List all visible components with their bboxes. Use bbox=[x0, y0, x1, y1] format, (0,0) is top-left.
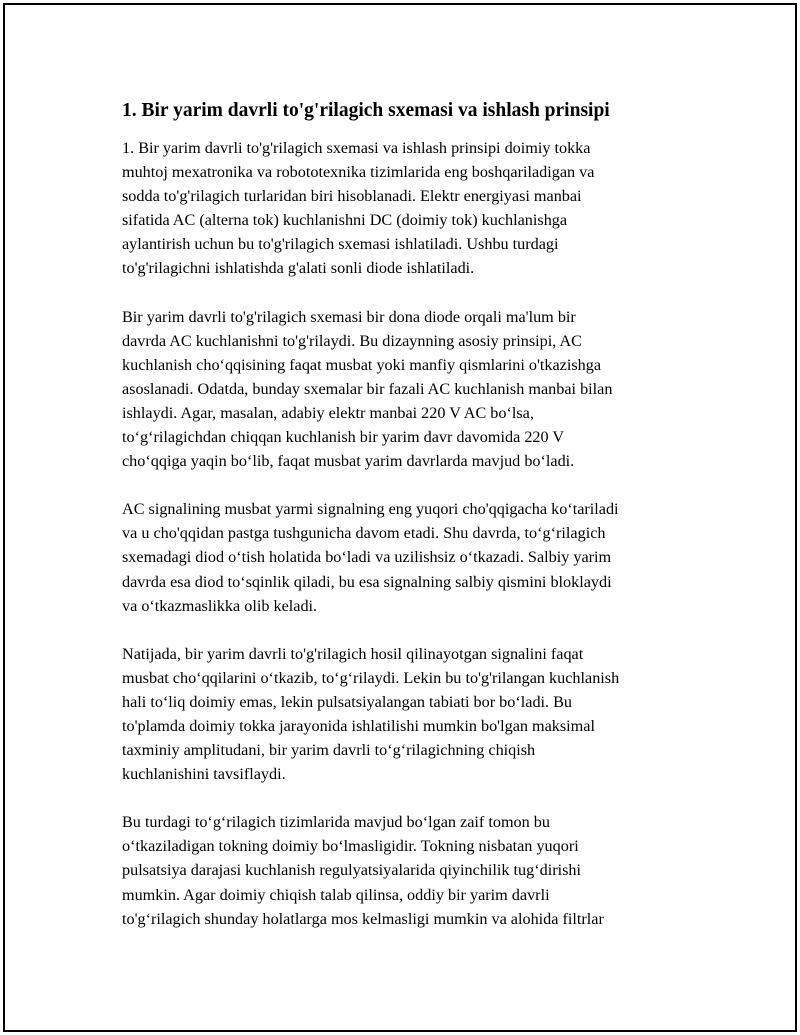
paragraph-line: Bu turdagi to‘g‘rilagich tizimlarida mavjud bo‘lgan zaif tomon bu bbox=[122, 813, 550, 832]
document-body bbox=[122, 136, 692, 931]
paragraph-line: mumkin. Agar doimiy chiqish talab qilinsa, oddiy bir yarim davrli bbox=[122, 885, 550, 904]
page-frame bbox=[3, 3, 797, 1032]
paragraph-line: va o‘tkazmaslikka olib keladi. bbox=[122, 596, 318, 615]
paragraph bbox=[122, 497, 692, 617]
paragraph-line: AC signalining musbat yarmi signalning eng yuqori cho'qqigacha ko‘tariladi bbox=[122, 500, 619, 519]
paragraph-line: to'g'rilagichni ishlatishda g'alati sonli diode ishlatiladi. bbox=[122, 259, 475, 278]
paragraph-line: pulsatsiya darajasi kuchlanish regulyatsiyalarida qiyinchilik tug‘dirishi bbox=[122, 861, 581, 880]
paragraph-line: to'plamda doimiy tokka jarayonida ishlatilishi mumkin bo'lgan maksimal bbox=[122, 716, 595, 735]
paragraph-line: Bir yarim davrli to'g'rilagich sxemasi bir dona diode orqali ma'lum bir bbox=[122, 307, 576, 326]
paragraph-line: o‘tkaziladigan tokning doimiy bo‘lmasligidir. Tokning nisbatan yuqori bbox=[122, 837, 579, 856]
paragraph-line: kuchlanish cho‘qqisining faqat musbat yoki manfiy qismlarini o'tkazishga bbox=[122, 355, 602, 374]
paragraph-line: taxminiy amplitudani, bir yarim davrli to‘g‘rilagichning chiqish bbox=[122, 741, 536, 760]
paragraph bbox=[122, 642, 692, 787]
paragraph-line: muhtoj mexatronika va robototexnika tizimlarida eng boshqariladigan va bbox=[122, 163, 595, 182]
paragraph bbox=[122, 810, 692, 930]
paragraph-line: sxemadagi diod o‘tish holatida bo‘ladi va uzilishsiz o‘tkazadi. Salbiy yarim bbox=[122, 548, 612, 567]
paragraph-line: musbat cho‘qqilarini o‘tkazib, to‘g‘rilaydi. Lekin bu to'g'rilangan kuchlanish bbox=[122, 668, 620, 687]
paragraph-line: 1. Bir yarim davrli to'g'rilagich sxemasi va ishlash prinsipi doimiy tokka bbox=[122, 139, 591, 157]
document-heading: 1. Bir yarim davrli to'g'rilagich sxemasi va ishlash prinsipi bbox=[122, 100, 610, 121]
paragraph bbox=[122, 136, 692, 281]
paragraph-line: davrda esa diod to‘sqinlik qiladi, bu esa signalning salbiy qismini bloklaydi bbox=[122, 572, 612, 591]
document-content bbox=[122, 97, 692, 955]
paragraph-line: davrda AC kuchlanishni to'g'rilaydi. Bu dizaynning asosiy prinsipi, AC bbox=[122, 331, 582, 350]
paragraph-line: to‘g‘rilagichdan chiqqan kuchlanish bir yarim davr davomida 220 V bbox=[122, 428, 565, 447]
paragraph-line: to'g‘rilagich shunday holatlarga mos kelmasligi mumkin va alohida filtrlar bbox=[122, 909, 604, 928]
paragraph bbox=[122, 305, 692, 474]
paragraph-line: va u cho'qqidan pastga tushgunicha davom etadi. Shu davrda, to‘g‘rilagich bbox=[122, 524, 606, 543]
paragraph-line: aylantirish uchun bu to'g'rilagich sxemasi ishlatiladi. Ushbu turdagi bbox=[122, 235, 559, 254]
paragraph-line: sifatida AC (alterna tok) kuchlanishni DC (doimiy tok) kuchlanishga bbox=[122, 211, 568, 230]
paragraph-line: asoslanadi. Odatda, bunday sxemalar bir fazali AC kuchlanish manbai bilan bbox=[122, 379, 613, 398]
paragraph-line: ishlaydi. Agar, masalan, adabiy elektr manbai 220 V AC bo‘lsa, bbox=[122, 403, 534, 422]
paragraph-line: Natijada, bir yarim davrli to'g'rilagich hosil qilinayotgan signalini faqat bbox=[122, 644, 584, 663]
paragraph-line: hali to‘liq doimiy emas, lekin pulsatsiyalangan tabiati bor bo‘ladi. Bu bbox=[122, 692, 573, 711]
paragraph-line: cho‘qqiga yaqin bo‘lib, faqat musbat yarim davrlarda mavjud bo‘ladi. bbox=[122, 452, 575, 471]
paragraph-line: kuchlanishini tavsiflaydi. bbox=[122, 765, 286, 784]
paragraph-line: sodda to'g'rilagich turlaridan biri hisoblanadi. Elektr energiyasi manbai bbox=[122, 187, 582, 206]
